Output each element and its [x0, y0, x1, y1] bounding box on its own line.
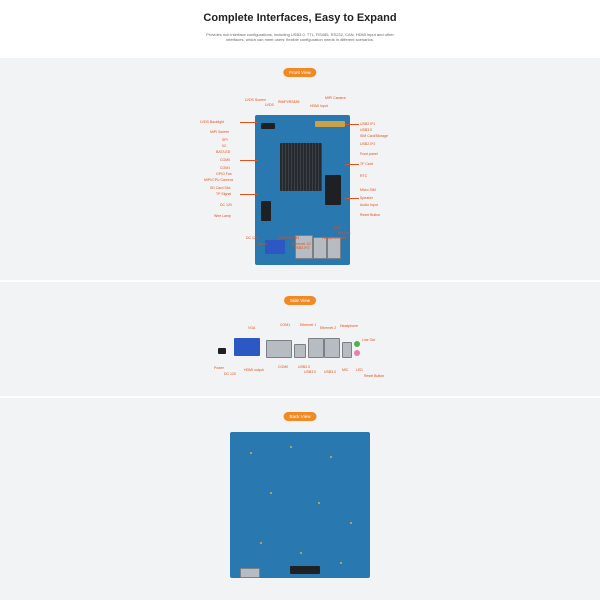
vga-port	[234, 338, 260, 356]
side-callout: DC 12V	[224, 372, 237, 376]
front-callout: Micro SIM	[360, 188, 376, 192]
front-connector	[261, 201, 271, 221]
leader-line	[345, 124, 359, 125]
front-port	[313, 237, 327, 259]
mic-jack	[354, 350, 360, 356]
front-callout: Ethernet 1/2	[292, 242, 312, 246]
front-callout: Headphone/MIC	[322, 236, 348, 240]
front-callout: COM1	[220, 166, 231, 170]
front-callout: BAT/LED	[216, 150, 231, 154]
side-callout: Power	[214, 366, 224, 370]
solder-point	[330, 456, 332, 458]
side-callout: Ethernet 2	[320, 326, 337, 330]
side-callout: Ethernet 1	[300, 323, 317, 327]
solder-point	[250, 452, 252, 454]
front-view-label: Front View	[283, 68, 316, 77]
front-callout: COM2/COM3	[278, 236, 300, 240]
front-callout: DC 12V	[220, 203, 233, 207]
front-callout: MIPI Camera	[325, 96, 346, 100]
front-callout: HDMI Input	[310, 104, 328, 108]
side-callout: MIC	[342, 368, 349, 372]
side-callout: HDMI output	[244, 368, 264, 372]
back-connector	[240, 568, 260, 578]
solder-point	[260, 542, 262, 544]
side-callout: LED	[356, 368, 363, 372]
leader-line	[240, 122, 258, 123]
front-callout: Type-C	[256, 242, 268, 246]
solder-point	[270, 492, 272, 494]
back-view-label: Back View	[284, 412, 317, 421]
solder-point	[318, 502, 320, 504]
front-callout: LVDS	[265, 103, 274, 107]
side-callout: USB2.0	[298, 365, 311, 369]
front-callout: DC 12V	[246, 236, 259, 240]
front-callout: TF Card	[360, 162, 373, 166]
side-callout: VGA	[248, 326, 256, 330]
front-port	[265, 240, 285, 254]
front-connector	[325, 175, 341, 205]
back-connector	[290, 566, 320, 574]
front-view-section	[0, 58, 600, 280]
com-port	[266, 340, 292, 358]
front-callout: LVDS Backlight	[200, 120, 225, 124]
front-callout: SD Card Slot	[210, 186, 231, 190]
ethernet-port	[324, 338, 340, 358]
front-port	[327, 237, 341, 259]
ethernet-port	[308, 338, 324, 358]
front-callout: GPIO Fan	[216, 172, 232, 176]
back-board-image	[230, 432, 370, 578]
side-callout: COM1	[280, 323, 291, 327]
cpu-heatsink	[280, 143, 322, 191]
front-callout: MIPI Screen	[210, 130, 230, 134]
solder-point	[290, 446, 292, 448]
front-callout: LTE	[334, 226, 341, 230]
front-callout: RTC	[360, 174, 368, 178]
side-callout: COM0	[278, 365, 289, 369]
side-callout: Headphone	[340, 324, 359, 328]
front-callout: Mic Bus	[338, 231, 351, 235]
front-callout: USB3.0	[360, 128, 373, 132]
usb-port	[342, 342, 352, 358]
front-callout: USB3.0*2	[294, 246, 310, 250]
leader-line	[240, 160, 258, 161]
side-callout: Reset Button	[364, 374, 385, 378]
front-callout: RMIPI/RS485	[278, 100, 300, 104]
page-subtitle: Provides rich interface configurations, including USB3.0, TTL, RS485, RS232, CAN, HDMI input and other interfaces, which can meet users' flexible configuration needs in different scenarios.	[206, 32, 394, 42]
front-callout: TP Signal	[216, 192, 232, 196]
side-view-label: Side View	[284, 296, 316, 305]
back-view-section	[0, 398, 600, 600]
front-callout: IIC	[222, 144, 227, 148]
header	[0, 0, 600, 60]
side-view-section	[0, 282, 600, 396]
solder-point	[350, 522, 352, 524]
front-callout: COM0	[220, 158, 231, 162]
front-callout: SPI	[222, 138, 228, 142]
front-callout: Front panel	[360, 152, 378, 156]
front-callout: USB2.0*1	[360, 122, 376, 126]
headphone-jack	[354, 341, 360, 347]
front-callout: SIM Card/Storage	[360, 134, 389, 138]
solder-point	[340, 562, 342, 564]
side-board-image	[218, 338, 368, 360]
power-jack	[218, 348, 226, 354]
usb-port	[294, 344, 306, 358]
side-callout: USB3.0	[304, 370, 317, 374]
side-callout: USB3.0	[324, 370, 337, 374]
front-callout: Audio Input	[360, 203, 378, 207]
memory-slot	[315, 121, 345, 127]
front-callout: USB2.0*2	[360, 142, 376, 146]
side-callout: Line Out	[362, 338, 376, 342]
front-callout: Reset Button	[360, 213, 381, 217]
front-callout: Speaker	[360, 196, 374, 200]
front-callout: Wire Lamp	[214, 214, 231, 218]
front-callout: LVDS Screen	[245, 98, 266, 102]
leader-line	[345, 164, 359, 165]
leader-line	[345, 198, 359, 199]
leader-line	[240, 194, 258, 195]
front-connector	[261, 123, 275, 129]
page-title: Complete Interfaces, Easy to Expand	[203, 12, 397, 24]
front-callout: MIPI/CPU Camera	[204, 178, 233, 182]
solder-point	[300, 552, 302, 554]
